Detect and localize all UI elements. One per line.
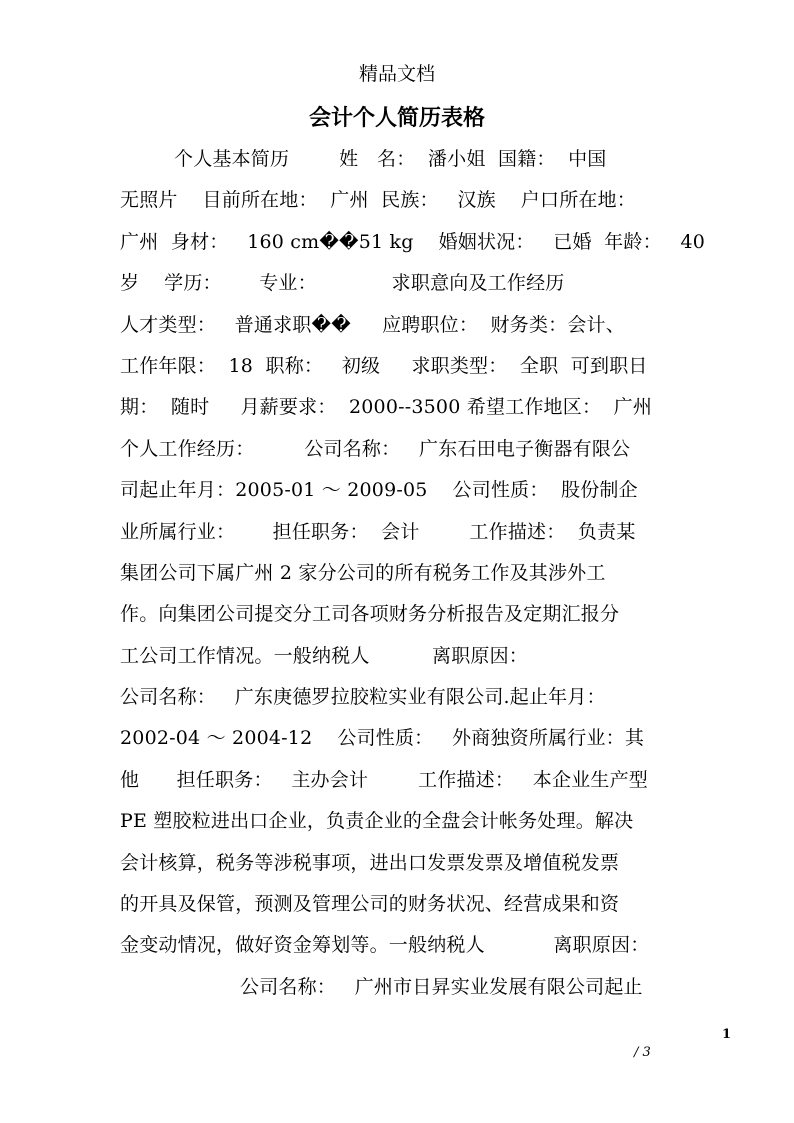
body-line: 工作年限： 18 职称： 初级 求职类型： 全职 可到职日 xyxy=(120,354,648,377)
page-total: / 3 xyxy=(634,1045,651,1060)
body-line: 会计核算，税务等涉税事项，进出口发票发票及增值税发票 xyxy=(120,851,620,874)
body-line: 的开具及保管，预测及管理公司的财务状况、经营成果和资 xyxy=(120,893,620,916)
body-line: 司起止年月：2005-01 ～ 2009-05 公司性质： 股份制企 xyxy=(120,479,638,502)
body-line: 岁 学历： 专业： 求职意向及工作经历 xyxy=(120,272,565,295)
body-line: 他 担任职务： 主办会计 工作描述： 本企业生产型 xyxy=(120,768,648,791)
body-line: 无照片 目前所在地： 广州 民族： 汉族 户口所在地： xyxy=(120,189,636,212)
page-number: 1 xyxy=(722,1027,732,1042)
body-line: 金变动情况，做好资金筹划等。一般纳税人 离职原因： xyxy=(120,934,650,957)
body-line: 作。向集团公司提交分工司各项财务分析报告及定期汇报分 xyxy=(120,603,620,626)
body-line: 广州 身材： 160 cm��51 kg 婚姻状况： 已婚 年龄： 40 xyxy=(120,230,706,253)
body-line: 公司名称： 广州市日昇实业发展有限公司起止 xyxy=(240,975,643,998)
body-line: 人才类型： 普通求职�� 应聘职位： 财务类：会计、 xyxy=(120,313,625,336)
body-line: 个人基本简历 姓 名： 潘小姐 国籍： 中国 xyxy=(174,148,607,170)
document-title: 会计个人简历表格 xyxy=(308,105,485,131)
body-line: 业所属行业： 担任职务： 会计 工作描述： 负责某 xyxy=(120,520,636,543)
body-line: PE 塑胶粒进出口企业，负责企业的全盘会计帐务处理。解决 xyxy=(120,810,634,833)
body-line: 期： 随时 月薪要求： 2000--3500 希望工作地区： 广州 xyxy=(120,396,653,419)
body-line: 公司名称： 广东庚德罗拉胶粒实业有限公司.起止年月： xyxy=(120,686,606,709)
body-line: 工公司工作情况。一般纳税人 离职原因： xyxy=(120,644,528,667)
body-line: 个人工作经历： 公司名称： 广东石田电子衡器有限公 xyxy=(120,437,631,460)
resume-body xyxy=(120,147,720,1016)
header-label: 精品文档 xyxy=(358,63,435,85)
body-line: 2002-04 ～ 2004-12 公司性质： 外商独资所属行业：其 xyxy=(120,727,645,750)
body-line: 集团公司下属广州 2 家分公司的所有税务工作及其涉外工 xyxy=(120,561,606,584)
